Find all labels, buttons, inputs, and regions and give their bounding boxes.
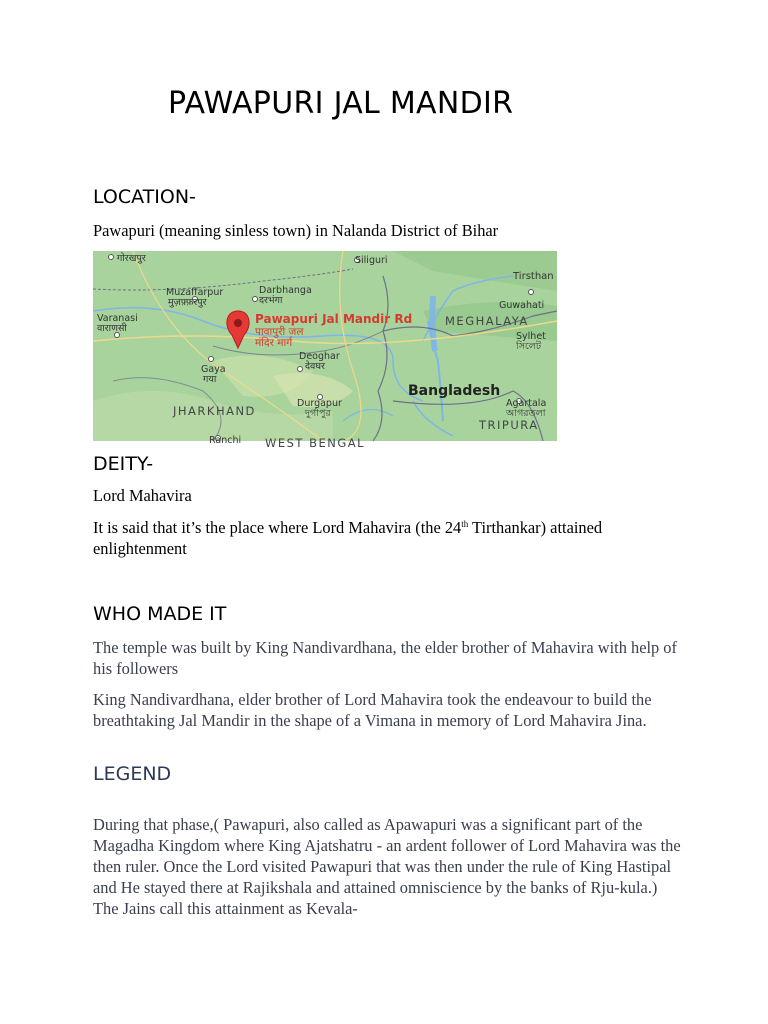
map-pin-label-hi-2: मंदिर मार्ग: [255, 337, 293, 349]
deity-name: Lord Mahavira: [93, 486, 192, 505]
map-label-durgapur: Durgapur: [297, 398, 342, 409]
map-label-gaya: Gaya: [201, 364, 226, 375]
location-text: Pawapuri (meaning sinless town) in Nalanda District of Bihar: [93, 221, 499, 240]
legend-para: During that phase,( Pawapuri, also called as Apawapuri was a significant part of the Magadha Kingdom where King Ajatshatru - an ardent follower of Lord Mahavira was the then ruler. Once the Lord visited Pawapuri that was then under the rule of King Hastipal and He stayed there at Rajikshala and attained omniscience by the banks of Rju-kula.) The Jains call this attainment as Kevala-: [93, 815, 681, 918]
map-label-deoghar-hi: देवघर: [305, 361, 325, 372]
map-label-guwahati: Guwahati: [499, 300, 545, 311]
who-made-it-para-1: The temple was built by King Nandivardhana, the elder brother of Mahavira with help of his followers: [93, 638, 677, 678]
deity-text: [93, 517, 683, 559]
map-label-darbhanga-hi: दरभंगा: [259, 295, 283, 306]
deity-heading: DEITY-: [93, 453, 154, 475]
deity-text-part2: Tirthankar) attained: [468, 518, 603, 537]
who-made-it-heading: WHO MADE IT: [93, 603, 227, 625]
map-label-gorakhpur: गोरखपुर: [117, 253, 146, 264]
map-label-agartala: Agartala: [506, 398, 547, 409]
who-made-it-para-2: King Nandivardhana, elder brother of Lord Mahavira took the endeavour to build the breathtaking Jal Mandir in the shape of a Vimana in memory of Lord Mahavira Jina.: [93, 690, 652, 730]
map-label-deoghar: Deoghar: [299, 351, 340, 362]
map-label-darbhanga: Darbhanga: [259, 285, 312, 296]
map-label-siliguri: Siliguri: [355, 255, 388, 266]
map-label-jharkhand: JHARKHAND: [173, 404, 256, 418]
map-label-tirsthan: Tirsthan: [513, 271, 554, 282]
map-label-muzaffarpur-hi: मुज़फ़्फ़रपुर: [168, 297, 207, 308]
map-label-gaya-hi: गया: [203, 374, 217, 385]
map-label-durgapur-bn: দুর্গাপুর: [305, 408, 331, 419]
map-label-west-bengal: WEST BENGAL: [265, 436, 366, 450]
map-label-sylhet-bn: সিলেট: [516, 341, 542, 352]
deity-text-part1: It is said that it’s the place where Lord Mahavira (the 24: [93, 518, 462, 537]
page-title: PAWAPURI JAL MANDIR: [168, 86, 514, 121]
map-label-ranchi: Ranchi: [209, 435, 242, 446]
deity-text-sup: th: [461, 519, 469, 529]
map-pin-label-hi-1: पावापुरी जल: [255, 326, 304, 338]
legend-heading: LEGEND: [93, 763, 172, 785]
map-label-bangladesh: Bangladesh: [408, 383, 501, 399]
map-label-tripura: TRIPURA: [479, 418, 539, 432]
map-label-agartala-bn: আগরতলা: [506, 408, 546, 419]
location-heading: LOCATION-: [93, 186, 196, 208]
location-map: [93, 251, 557, 450]
map-label-sylhet: Sylhet: [516, 331, 546, 342]
map-label-varanasi: Varanasi: [97, 313, 138, 324]
map-label-varanasi-hi: वाराणसी: [97, 323, 127, 334]
map-pin-label: Pawapuri Jal Mandir Rd: [255, 312, 413, 326]
map-label-muzaffarpur: Muzaffarpur: [166, 287, 224, 298]
map-label-meghalaya: MEGHALAYA: [445, 314, 529, 328]
deity-text-line2: enlightenment: [93, 539, 187, 558]
